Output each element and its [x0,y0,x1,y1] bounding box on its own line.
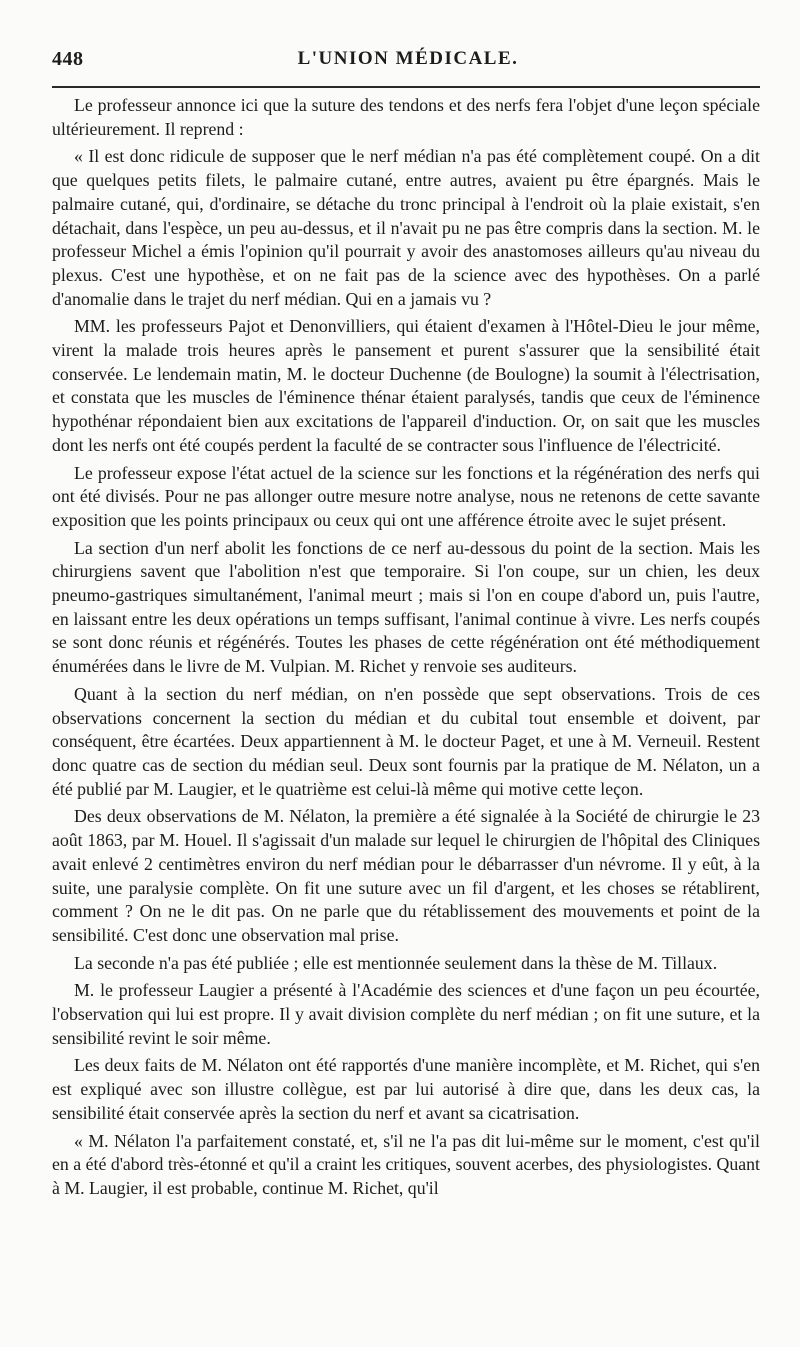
paragraph: Les deux faits de M. Nélaton ont été rapportés d'une manière incomplète, et M. Richet, qui s'en est expliqué avec son illustre collègue, est par lui autorisé à dire que, dans les deux cas, la sensibilité était conservée après la section du nerf et avant sa cicatrisation. [52,1055,760,1123]
paragraph: MM. les professeurs Pajot et Denonvilliers, qui étaient d'examen à l'Hôtel-Dieu le jour même, virent la malade trois heures après le pansement et purent s'assurer que la sensibilité était conservée. Le lendemain matin, M. le docteur Duchenne (de Boulogne) la soumit à l'électrisation, et constata que les muscles de l'éminence thénar étaient paralysés, tandis que ceux de l'éminence hypothénar répondaient bien aux excitations de l'appareil d'induction. Or, on sait que les muscles dont les nerfs ont été coupés perdent la faculté de se contracter sous l'influence de l'électricité. [52,316,760,455]
header-rule [52,86,760,88]
paragraph: Quant à la section du nerf médian, on n'en possède que sept observations. Trois de ces observations concernent la section du médian et du cubital tout ensemble et doivent, par conséquent, être écartées. Deux appartiennent à M. le docteur Paget, et une à M. Verneuil. Restent donc quatre cas de section du médian seul. Deux sont fournis par la pratique de M. Nélaton, un a été publié par M. Laugier, et le quatrième est celui-là même qui motive cette leçon. [52,683,760,799]
paragraph: Des deux observations de M. Nélaton, la première a été signalée à la Société de chirurgie le 23 août 1863, par M. Houel. Il s'agissait d'un malade sur lequel le chirurgien de l'hôpital des Cliniques avait enlevé 2 centimètres environ du nerf médian pour le débarrasser d'un névrome. Il y eût, à la suite, une paralysie complète. On fit une suture avec un fil d'argent, et les choses se rétablirent, comment ? On ne le dit pas. On ne parle que du rétablissement des mouvements et point de la sensibilité. C'est donc une observation mal prise. [52,806,760,945]
page-header [52,48,764,78]
page-number: 448 [52,48,84,70]
paragraph: La section d'un nerf abolit les fonctions de ce nerf au-dessous du point de la section. Mais les chirurgiens savent que l'abolition n'est que temporaire. Si l'on coupe, sur un chien, les deux pneumo-gastriques simultanément, l'animal meurt ; mais si l'on en coupe d'abord un, puis l'autre, en laissant entre les deux opérations un temps suffisant, l'animal continue à vivre. Les nerfs coupés se sont donc réunis et régénérés. Toutes les phases de cette régénération ont été méthodiquement énumérées dans le livre de M. Vulpian. M. Richet y renvoie ses auditeurs. [52,537,760,677]
paragraph: Le professeur annonce ici que la suture des tendons et des nerfs fera l'objet d'une leçon spéciale ultérieurement. Il reprend : [52,95,760,139]
paragraph: La seconde n'a pas été publiée ; elle est mentionnée seulement dans la thèse de M. Tillaux. [74,952,718,973]
article-body [52,94,760,1205]
paragraph: M. le professeur Laugier a présenté à l'Académie des sciences et d'une façon un peu écourtée, l'observation qui lui est propre. Il y avait division complète du nerf médian ; on fit une suture, et la sensibilité revint le soir même. [52,980,760,1048]
paragraph: « M. Nélaton l'a parfaitement constaté, et, s'il ne l'a pas dit lui-même sur le moment, c'est qu'il en a été d'abord très-étonné et qu'il a craint les critiques, souvent acerbes, des physiologistes. Quant à M. Laugier, il est probable, continue M. Richet, qu'il [52,1130,760,1198]
paragraph: « Il est donc ridicule de supposer que le nerf médian n'a pas été complètement coupé. On a dit que quelques petits filets, le palmaire cutané, entre autres, avaient pu être épargnés. Mais le palmaire cutané, qui, d'ordinaire, se détache du tronc principal à l'endroit où la plaie existait, s'en détachait, dans l'espèce, un peu au-dessus, et il n'avait pu ne pas être compris dans la section. M. le professeur Michel a émis l'opinion qu'il pourrait y avoir des anastomoses ailleurs qu'au niveau du plexus. C'est une hypothèse, et on ne fait pas de la science avec des hypothèses. On a parlé d'anomalie dans le trajet du nerf médian. Qui en a jamais vu ? [52,146,760,309]
paragraph: Le professeur expose l'état actuel de la science sur les fonctions et la régénération des nerfs qui ont été divisés. Pour ne pas allonger outre mesure notre analyse, nous ne retenons de cette savante exposition que les points principaux ou ceux qui ont une afférence étroite avec le sujet présent. [52,462,760,530]
running-title: L'UNION MÉDICALE. [297,48,519,69]
